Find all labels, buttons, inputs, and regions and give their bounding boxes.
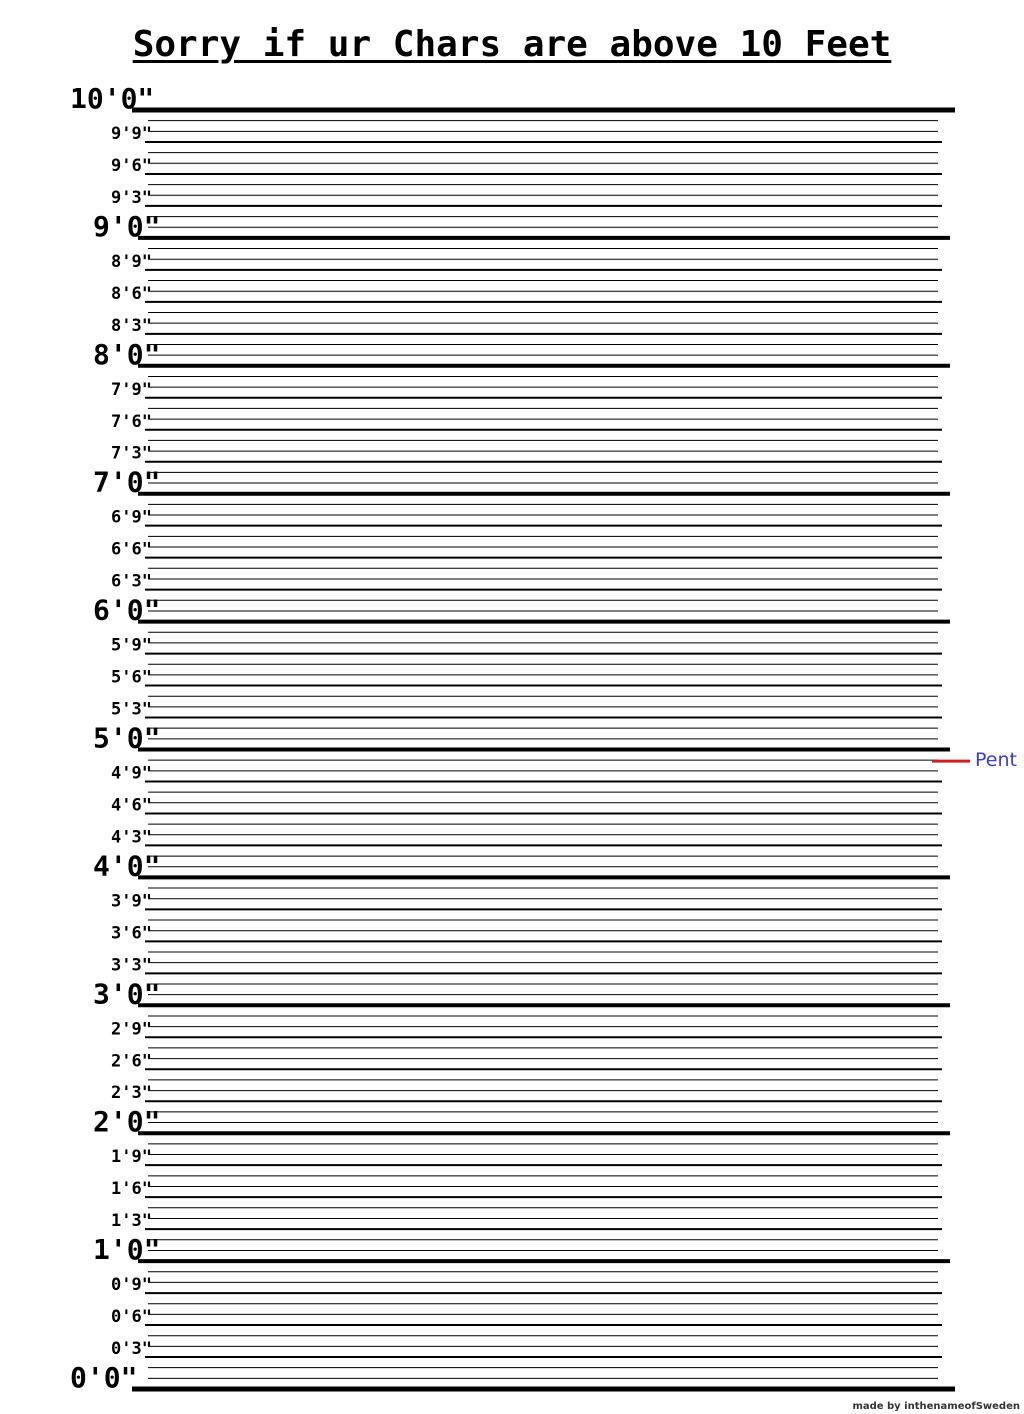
- credit-text: made by inthenameofSweden: [852, 1401, 1020, 1412]
- quarter-foot-label: 9'6": [111, 155, 152, 176]
- quarter-foot-label: 8'6": [111, 283, 152, 304]
- foot-label: 10'0": [70, 82, 155, 115]
- quarter-foot-label: 6'6": [111, 539, 152, 560]
- foot-label: 3'0": [93, 977, 161, 1011]
- quarter-foot-label: 7'6": [111, 411, 152, 432]
- page-title: Sorry if ur Chars are above 10 Feet: [132, 24, 892, 65]
- quarter-foot-label: 2'6": [111, 1051, 152, 1072]
- quarter-foot-label: 1'6": [111, 1179, 152, 1200]
- quarter-foot-label: 3'6": [111, 923, 152, 944]
- quarter-foot-label: 6'3": [111, 571, 152, 592]
- quarter-foot-label: 7'9": [111, 379, 152, 400]
- foot-label: 0'0": [70, 1361, 138, 1394]
- quarter-foot-label: 8'3": [111, 315, 152, 336]
- foot-label: 6'0": [93, 593, 161, 627]
- quarter-foot-label: 6'9": [111, 507, 152, 528]
- foot-label: 7'0": [93, 465, 161, 499]
- quarter-foot-label: 2'9": [111, 1019, 152, 1040]
- quarter-foot-label: 1'3": [111, 1211, 152, 1232]
- quarter-foot-label: 4'3": [111, 827, 152, 848]
- foot-label: 2'0": [93, 1105, 161, 1139]
- quarter-foot-label: 9'3": [111, 187, 152, 208]
- foot-label: 5'0": [93, 721, 161, 755]
- quarter-foot-label: 0'6": [111, 1307, 152, 1328]
- foot-label: 1'0": [93, 1233, 161, 1267]
- quarter-foot-label: 3'9": [111, 891, 152, 912]
- foot-label: 9'0": [93, 209, 161, 243]
- quarter-foot-label: 5'6": [111, 667, 152, 688]
- quarter-foot-label: 1'9": [111, 1147, 152, 1168]
- foot-label: 4'0": [93, 849, 161, 883]
- quarter-foot-label: 5'9": [111, 635, 152, 656]
- quarter-foot-label: 8'9": [111, 251, 152, 272]
- quarter-foot-label: 0'9": [111, 1275, 152, 1296]
- quarter-foot-label: 9'9": [111, 123, 152, 144]
- quarter-foot-label: 0'3": [111, 1339, 152, 1360]
- foot-label: 8'0": [93, 337, 161, 371]
- quarter-foot-label: 4'9": [111, 763, 152, 784]
- quarter-foot-label: 2'3": [111, 1083, 152, 1104]
- marker-label: Pent: [975, 749, 1017, 772]
- quarter-foot-label: 5'3": [111, 699, 152, 720]
- quarter-foot-label: 4'6": [111, 795, 152, 816]
- quarter-foot-label: 7'3": [111, 443, 152, 464]
- quarter-foot-label: 3'3": [111, 955, 152, 976]
